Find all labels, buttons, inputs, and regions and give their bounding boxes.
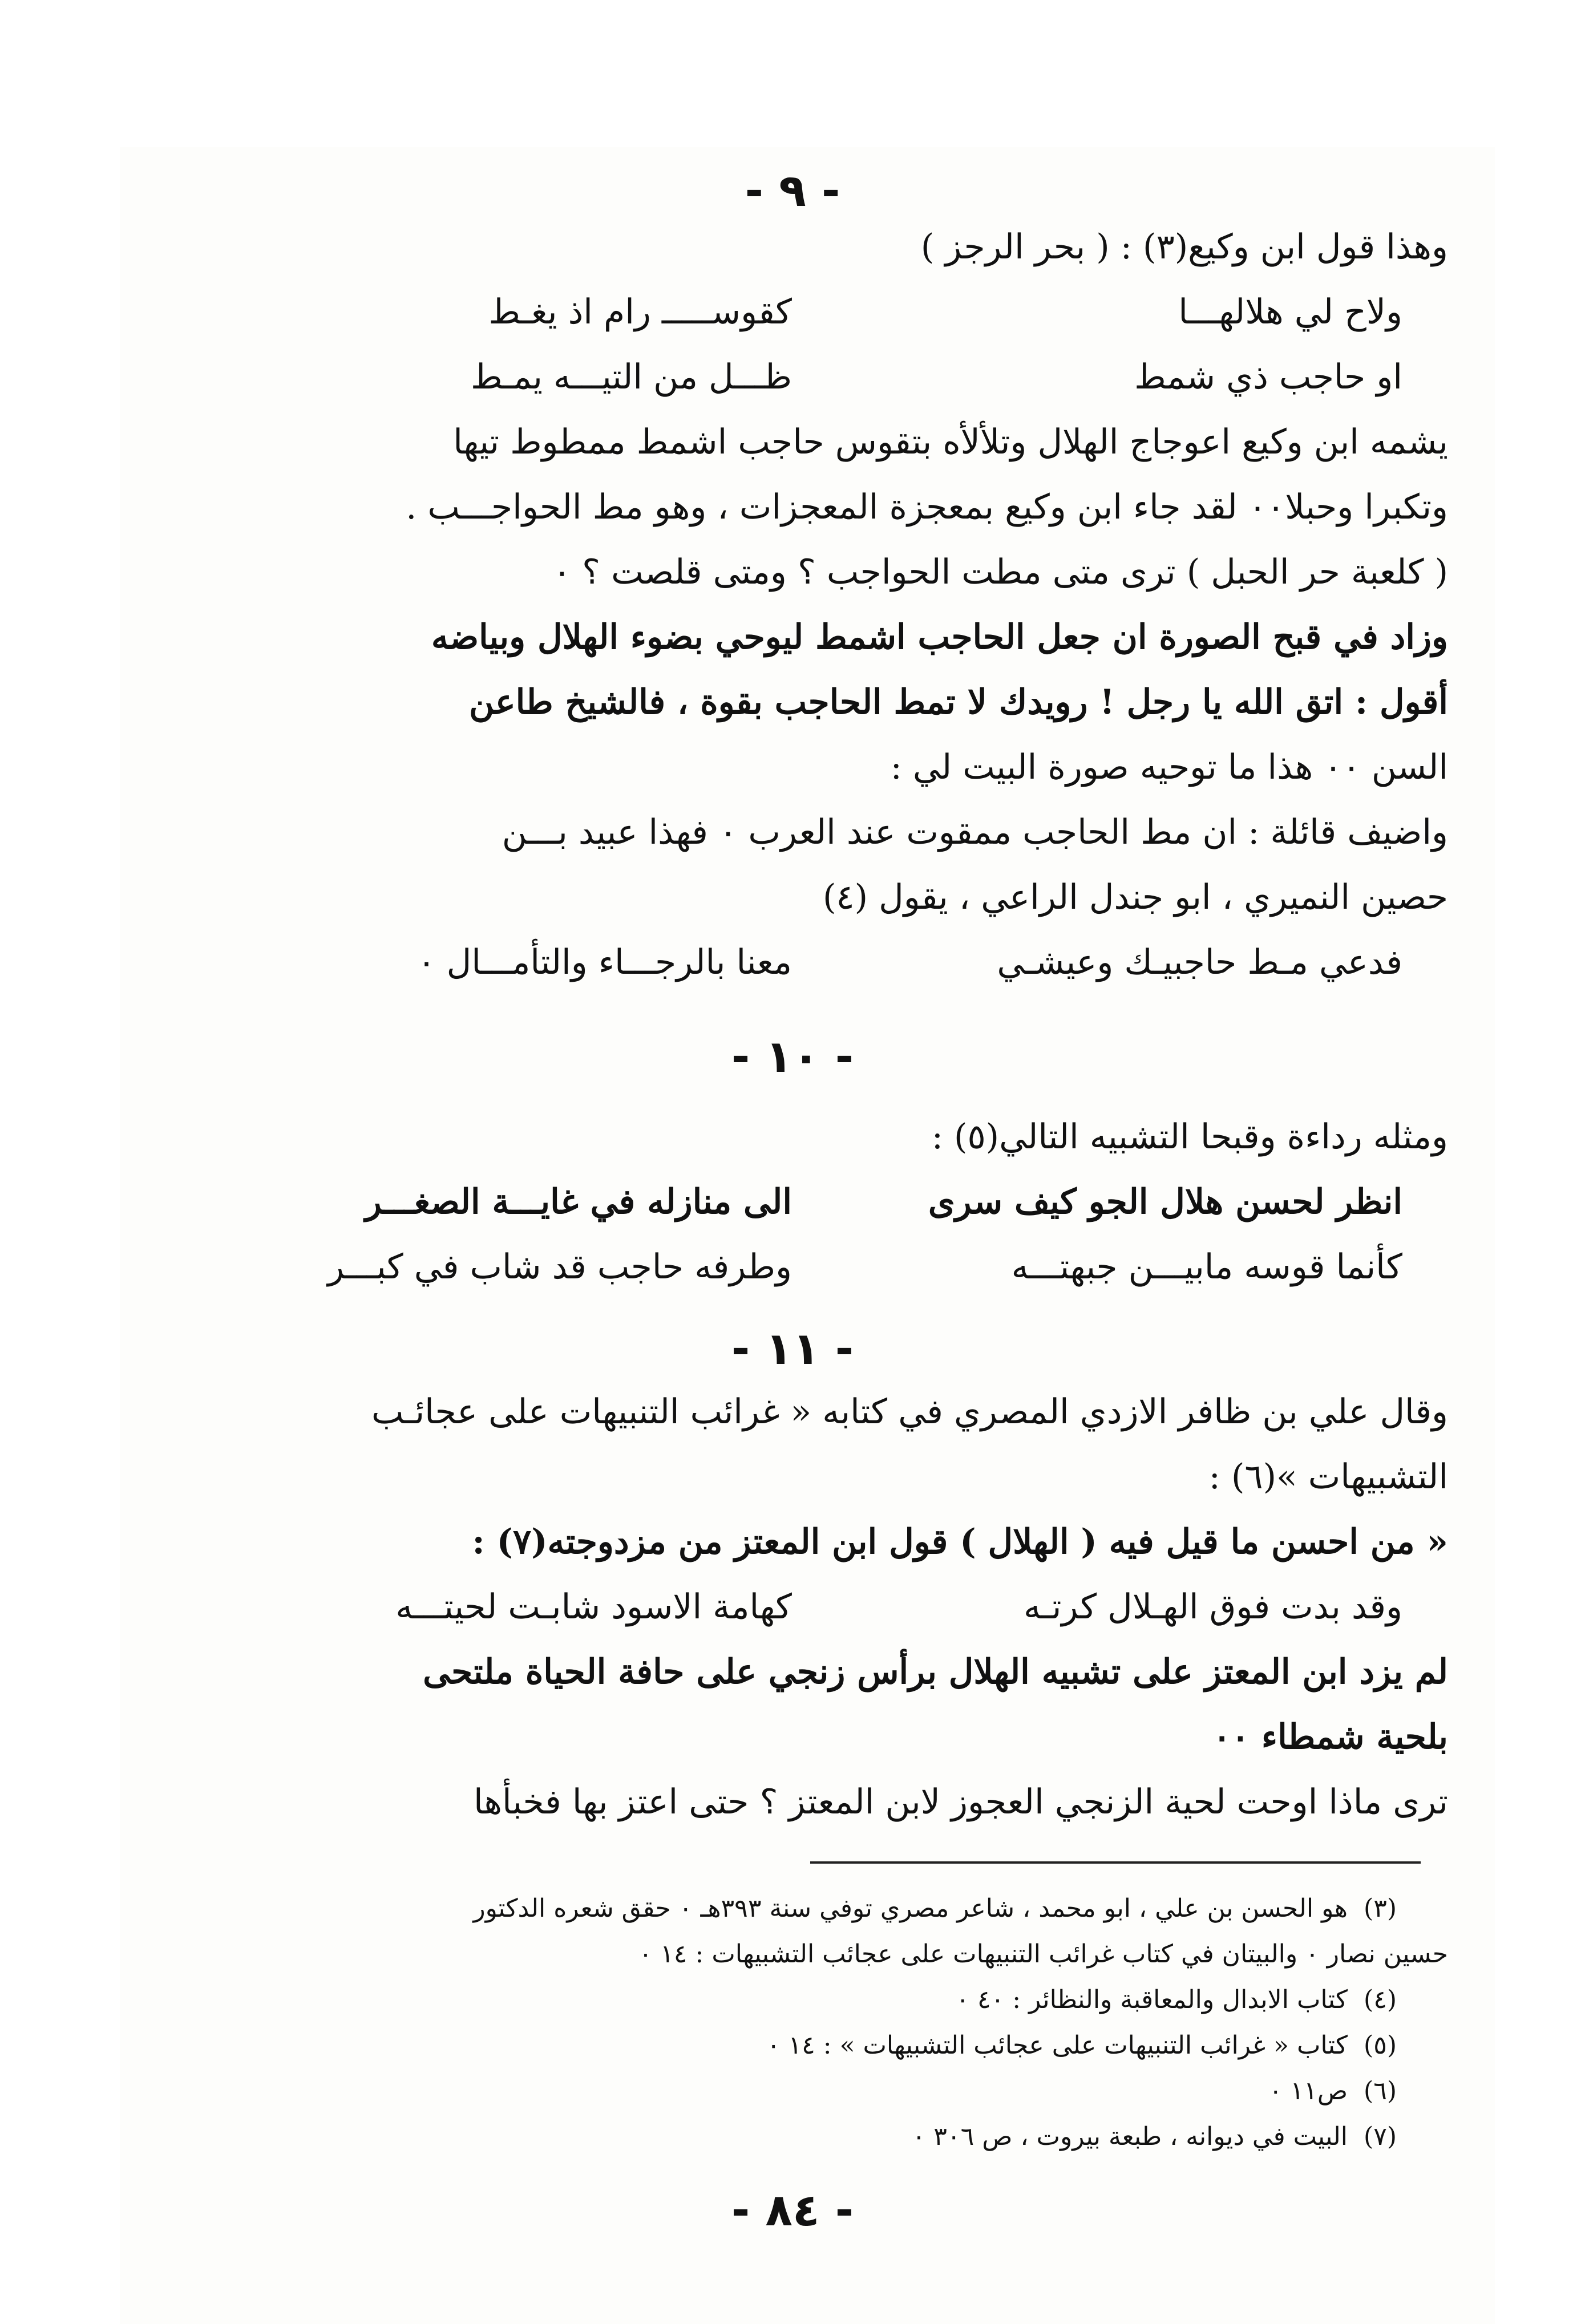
footnote-text: البيت في ديوانه ، طبعة بيروت ، ص ٣٠٦ ٠ — [912, 2122, 1348, 2151]
s9-paragraph-line: وتكبرا وحبلا٠٠ لقد جاء ابن وكيع بمعجزة المعجزات ، وهو مط الحواجـــب . — [406, 487, 1448, 527]
footnote — [143, 1985, 1397, 2014]
s11-verse1-first: وقد بدت فوق الهـلال كرتـه — [1023, 1587, 1402, 1627]
s9-paragraph-line: أقول : اتق الله يا رجل ! رويدك لا تمط الحاجب بقوة ، فالشيخ طاعن — [469, 682, 1448, 722]
footnote-text: حسين نصار ٠ والبيتان في كتاب غرائب التنبيهات على عجائب التشبيهات : ١٤ ٠ — [638, 1940, 1448, 1969]
s10-verse2-second: وطرفه حاجب قد شاب في كبـــر — [327, 1247, 792, 1287]
footnote — [143, 2031, 1397, 2060]
footnote-number: (٣) — [1364, 1894, 1397, 1923]
s9-verse1-second: كقوســـــ رام اذ يغـط — [488, 292, 792, 332]
footnote-number: (٦) — [1364, 2076, 1397, 2106]
s9-paragraph-line: ( كلعبة حر الحبل ) ترى متى مطت الحواجب ؟ ومتى قلصت ؟ ٠ — [552, 552, 1448, 592]
s11-paragraph-line: وقال علي بن ظافر الازدي المصري في كتابه « غرائب التنبيهات على عجائـب — [371, 1392, 1448, 1432]
s9-verse2-second: ظـــل من التيـــه يمـط — [471, 357, 792, 397]
s9-verse1-first: ولاح لي هلالهـــا — [1178, 292, 1402, 332]
section-number-9: - ٩ - — [745, 165, 840, 217]
footnote — [143, 1940, 1448, 1969]
footnote-number: (٧) — [1364, 2122, 1397, 2151]
s9-paragraph-line: حصين النميري ، ابو جندل الراعي ، يقول (٤) — [822, 877, 1448, 917]
s11-verse1-second: كهامة الاسود شابـت لحيتـــه — [395, 1587, 792, 1627]
section-number-11: - ١١ - — [731, 1323, 854, 1375]
s9-verse3-second: معنا بالرجـــاء والتأمـــال ٠ — [417, 942, 792, 982]
s9-verse2-first: او حاجب ذي شمط — [1134, 357, 1402, 397]
s10-verse1-first: انظر لحسن هلال الجو كيف سرى — [928, 1182, 1402, 1222]
page-number: - ٨٤ - — [731, 2185, 854, 2236]
footnote-text: كتاب الابدال والمعاقبة والنظائر : ٤٠ ٠ — [956, 1985, 1348, 2014]
s11-paragraph-line: لم يزد ابن المعتز على تشبيه الهلال برأس زنجي على حافة الحياة ملتحى — [423, 1652, 1448, 1692]
s10-verse2-first: كأنما قوسه مابيـــن جبهتـــه — [1011, 1247, 1402, 1287]
s9-paragraph-line: يشمه ابن وكيع اعوجاج الهلال وتلألأه بتقوس حاجب اشمط ممطوط تيها — [453, 422, 1448, 462]
footnote — [143, 1894, 1397, 1923]
s9-paragraph-line: واضيف قائلة : ان مط الحاجب ممقوت عند العرب ٠ فهذا عبيد بـــن — [502, 812, 1448, 852]
section10-intro: ومثله رداءة وقبحا التشبيه التالي(٥) : — [931, 1117, 1448, 1157]
s9-verse3-first: فدعي مـط حاجبيـك وعيشـي — [997, 942, 1402, 982]
section-number-10: - ١٠ - — [731, 1031, 854, 1083]
footnote-text: هو الحسن بن علي ، ابو محمد ، شاعر مصري توفي سنة ٣٩٣هـ ٠ حقق شعره الدكتور — [473, 1894, 1348, 1923]
footnote — [143, 2122, 1397, 2151]
footnote-text: ص١١ ٠ — [1268, 2076, 1348, 2106]
s11-paragraph-line: ترى ماذا اوحت لحية الزنجي العجوز لابن المعتز ؟ حتى اعتز بها فخبأها — [474, 1782, 1448, 1822]
s10-verse1-second: الى منازله في غايـــة الصغـــر — [365, 1182, 792, 1222]
s11-paragraph-line: بلحية شمطاء ٠٠ — [1212, 1717, 1448, 1757]
s11-paragraph-line: التشبيهات »(٦) : — [1208, 1457, 1448, 1497]
s11-paragraph-line: « من احسن ما قيل فيه ( الهلال ) قول ابن المعتز من مزدوجته(٧) : — [472, 1522, 1448, 1562]
s9-paragraph-line: وزاد في قبح الصورة ان جعل الحاجب اشمط ليوحي بضوء الهلال وبياضه — [431, 617, 1448, 657]
section9-intro: وهذا قول ابن وكيع(٣) : ( بحر الرجز ) — [920, 227, 1448, 267]
footnote — [143, 2076, 1397, 2106]
footnote-separator — [810, 1861, 1421, 1864]
footnote-number: (٥) — [1364, 2031, 1397, 2060]
footnote-text: كتاب « غرائب التنبيهات على عجائب التشبيهات » : ١٤ ٠ — [766, 2031, 1348, 2060]
s9-paragraph-line: السن ٠٠ هذا ما توحيه صورة البيت لي : — [890, 747, 1448, 787]
footnote-number: (٤) — [1364, 1985, 1397, 2014]
